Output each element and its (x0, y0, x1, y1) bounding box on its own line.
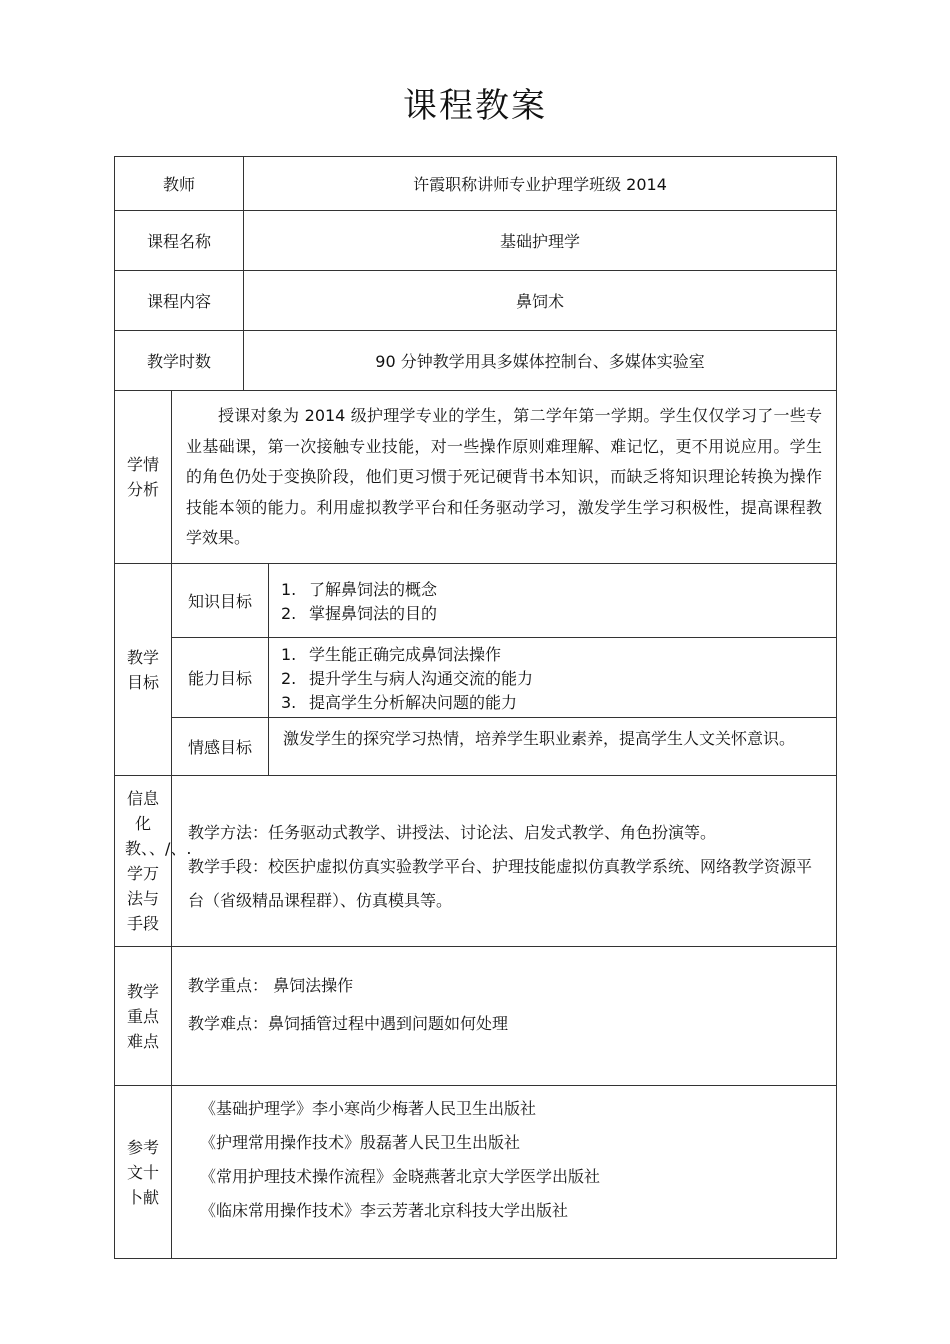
key-point-text: 教学重点： 鼻饲法操作 (188, 976, 354, 995)
hours-value: 90 分钟教学用具多媒体控制台、多媒体实验室 (243, 330, 837, 391)
analysis-text: 授课对象为 2014 级护理学专业的学生，第二学年第一学期。学生仅仅学习了一些专业基础课，第一次接触专业技能，对一些操作原则难理解、难记忆，更不用说应用。学生的角色仍处于变换阶段，他们更习惯于死记硬背书本知识，而缺乏将知识理论转换为操作技能本领的能力。利用虚拟教学平台和任务驱动学习，激发学生学习积极性，提高课程教学效果。 (171, 390, 837, 564)
emotion-goal-text: 激发学生的探究学习热情，培养学生职业素养，提高学生人文关怀意识。 (268, 717, 837, 776)
list-item: 3. 提高学生分析解决问题的能力 (281, 693, 518, 712)
key-points-content (171, 946, 837, 1086)
references-label-text: 参考文十卜献 (126, 1137, 159, 1207)
reference-item: 《护理常用操作技术》殷磊著人民卫生出版社 (200, 1133, 521, 1152)
goals-label-text: 教学目标 (126, 647, 159, 692)
references-label (114, 1085, 172, 1259)
key-points-label-text: 教学重点难点 (126, 981, 159, 1051)
page-title: 课程教案 (403, 86, 547, 126)
list-item: 2. 提升学生与病人沟通交流的能力 (281, 669, 534, 688)
means-text: 教学手段：校医护虚拟仿真实验教学平台、护理技能虚拟仿真教学系统、网络教学资源平台（省级精品课程群）、仿真模具等。 (188, 857, 813, 910)
reference-item: 《常用护理技术操作流程》金晓燕著北京大学医学出版社 (200, 1167, 601, 1186)
list-item: 2. 掌握鼻饲法的目的 (281, 604, 438, 623)
ability-goal-label: 能力目标 (171, 637, 269, 718)
knowledge-goal-label: 知识目标 (171, 563, 269, 638)
course-content-label: 课程内容 (114, 270, 244, 331)
list-item: 1. 了解鼻饲法的概念 (281, 580, 438, 599)
course-name-value: 基础护理学 (243, 210, 837, 271)
teacher-label: 教师 (114, 156, 244, 211)
analysis-label (114, 390, 172, 564)
course-name-label: 课程名称 (114, 210, 244, 271)
method-text: 教学方法：任务驱动式教学、讲授法、讨论法、启发式教学、角色扮演等。 (188, 823, 717, 842)
methods-content (171, 775, 837, 947)
methods-label-text: 信息化教、、/、.学万法与手段 (125, 789, 192, 933)
methods-label (114, 775, 192, 947)
emotion-goal-label: 情感目标 (171, 717, 269, 776)
teacher-value: 许霞职称讲师专业护理学班级 2014 (243, 156, 837, 211)
reference-item: 《临床常用操作技术》李云芳著北京科技大学出版社 (200, 1201, 569, 1220)
hours-label: 教学时数 (114, 330, 244, 391)
ability-goal-list (268, 637, 837, 718)
goals-label (114, 563, 172, 776)
references-list (171, 1085, 837, 1259)
reference-item: 《基础护理学》李小寒尚少梅著人民卫生出版社 (200, 1099, 537, 1118)
course-content-value: 鼻饲术 (243, 270, 837, 331)
list-item: 1. 学生能正确完成鼻饲法操作 (281, 645, 502, 664)
analysis-label-text: 学情分析 (126, 455, 159, 499)
difficult-point-text: 教学难点：鼻饲插管过程中遇到问题如何处理 (188, 1014, 509, 1033)
key-points-label (114, 946, 172, 1086)
knowledge-goal-list (268, 563, 837, 638)
